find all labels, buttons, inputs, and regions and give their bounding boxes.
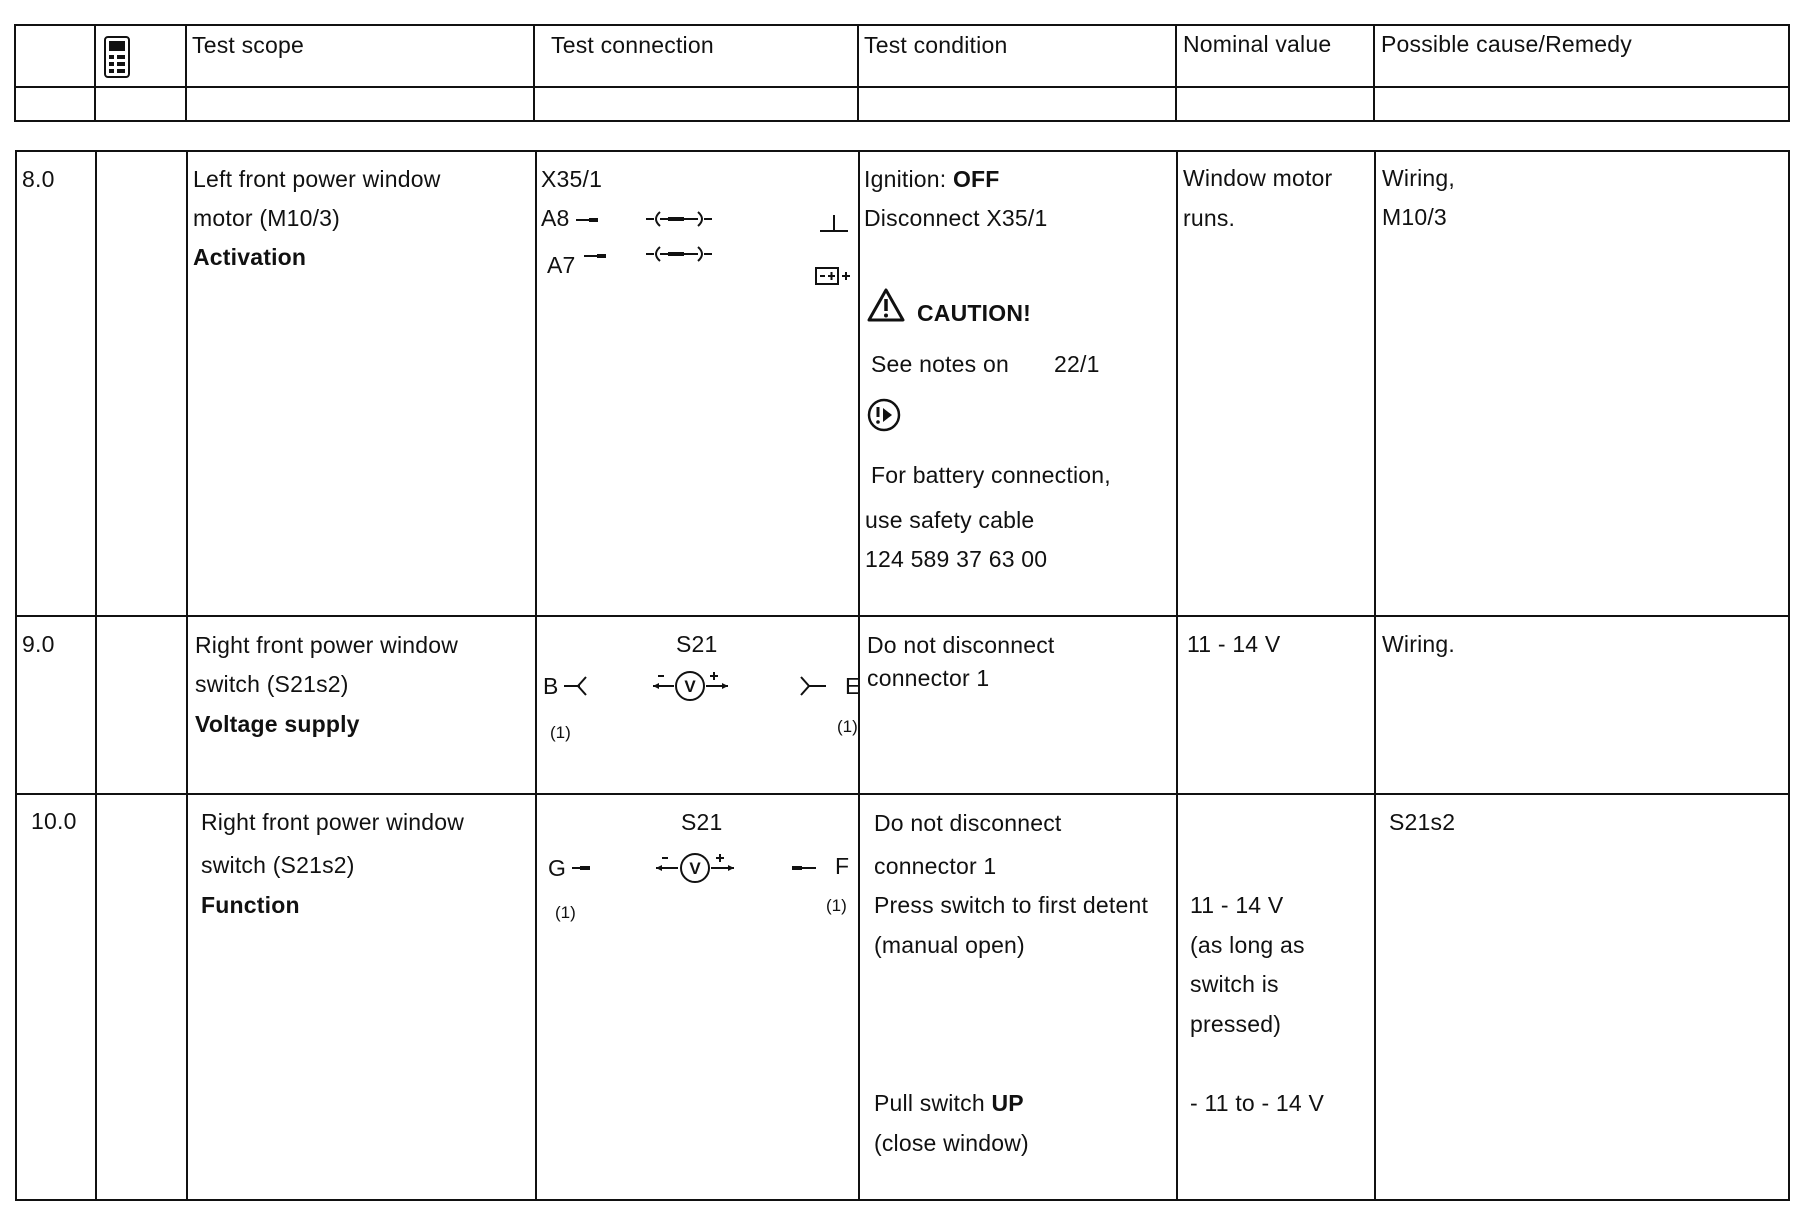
nominal-value: (as long as <box>1190 932 1305 958</box>
col-sep-6 <box>1374 150 1376 1201</box>
pin-label: E <box>845 673 861 699</box>
arrow-circle-icon <box>866 397 902 433</box>
test-scope-text: Right front power window <box>195 632 459 658</box>
pin-subscript: (1) <box>555 903 576 922</box>
condition-text <box>864 166 1000 193</box>
connector-label: S21 <box>681 809 723 835</box>
test-scope-text: Right front power window <box>201 809 465 835</box>
step-number: 9.0 <box>22 631 55 657</box>
condition-text: Disconnect X35/1 <box>864 205 1048 231</box>
condition-text: Do not disconnect <box>874 810 1062 836</box>
test-scope-text: Left front power window <box>193 166 441 192</box>
nominal-value: Window motor <box>1183 165 1333 191</box>
condition-text: connector 1 <box>874 853 997 879</box>
ignition-label: Ignition: <box>864 166 953 192</box>
header-divider <box>14 86 1790 88</box>
nominal-value: 11 - 14 V <box>1187 631 1281 657</box>
connector-label: S21 <box>676 631 718 657</box>
pin-label: A7 <box>547 252 576 278</box>
col-header-test-condition: Test condition <box>864 32 1008 58</box>
test-scope-text: motor (M10/3) <box>193 205 341 231</box>
part-number: 124 589 37 63 00 <box>865 546 1048 572</box>
remedy-text: S21s2 <box>1389 809 1456 835</box>
col-header-remedy: Possible cause/Remedy <box>1381 31 1632 57</box>
test-scope-title: Activation <box>193 244 307 270</box>
voltmeter-symbol: V <box>689 859 701 878</box>
col-header-nominal-value: Nominal value <box>1183 31 1332 57</box>
caution-label: CAUTION! <box>917 300 1032 326</box>
battery-note: use safety cable <box>865 507 1035 533</box>
header-col-sep-5 <box>1175 24 1177 122</box>
pull-switch-label: Pull switch <box>874 1090 992 1116</box>
pin-label: G <box>548 855 567 881</box>
test-scope-title: Function <box>201 892 300 918</box>
voltmeter-symbol: V <box>684 677 696 696</box>
ground-symbol <box>816 213 852 235</box>
nominal-value: 11 - 14 V <box>1190 892 1284 918</box>
row-sep-1 <box>15 615 1790 617</box>
header-col-sep-2 <box>185 24 187 122</box>
condition-text: (close window) <box>874 1130 1029 1156</box>
pin-label: F <box>835 853 850 879</box>
warning-triangle-icon <box>866 287 906 323</box>
col-sep-5 <box>1176 150 1178 1201</box>
condition-text: Press switch to first detent <box>874 892 1149 918</box>
header-col-sep-6 <box>1373 24 1375 122</box>
col-header-test-scope: Test scope <box>192 32 304 58</box>
condition-text: (manual open) <box>874 932 1025 958</box>
see-notes-text: See notes on <box>871 351 1009 377</box>
nominal-value: pressed) <box>1190 1011 1282 1037</box>
row-sep-2 <box>15 793 1790 795</box>
col-header-test-connection: Test connection <box>551 32 714 58</box>
col-sep-3 <box>535 150 537 1201</box>
pin-subscript: (1) <box>550 723 571 742</box>
header-col-sep-1 <box>94 24 96 122</box>
header-col-sep-4 <box>857 24 859 122</box>
voltmeter-lead-icon <box>560 668 850 704</box>
remedy-text: M10/3 <box>1382 204 1447 230</box>
connector-label: X35/1 <box>541 166 603 192</box>
condition-text <box>874 1090 1024 1117</box>
condition-text: Do not disconnect <box>867 632 1055 658</box>
test-scope-text: switch (S21s2) <box>195 671 349 697</box>
pull-switch-value: UP <box>991 1090 1024 1116</box>
pin-subscript: (1) <box>826 896 847 915</box>
col-sep-2 <box>186 150 188 1201</box>
pin-label: A8 <box>541 205 570 231</box>
remedy-text: Wiring. <box>1382 631 1455 657</box>
header-col-sep-3 <box>533 24 535 122</box>
condition-text: connector 1 <box>867 665 990 691</box>
nominal-value: - 11 to - 14 V <box>1190 1090 1325 1116</box>
probe-lead-icon <box>570 210 740 270</box>
notes-reference: 22/1 <box>1054 351 1100 377</box>
remedy-text: Wiring, <box>1382 165 1455 191</box>
nominal-value: switch is <box>1190 971 1279 997</box>
step-number: 10.0 <box>31 808 77 834</box>
battery-note: For battery connection, <box>871 462 1111 488</box>
voltmeter-lead-icon <box>564 850 834 886</box>
pin-subscript: (1) <box>837 717 858 736</box>
col-sep-1 <box>95 150 97 1201</box>
pin-label: B <box>543 673 559 699</box>
handheld-tester-icon <box>103 35 131 79</box>
battery-positive-symbol <box>814 264 858 288</box>
step-number: 8.0 <box>22 166 55 192</box>
ignition-value: OFF <box>952 166 1000 192</box>
nominal-value: runs. <box>1183 205 1236 231</box>
test-scope-text: switch (S21s2) <box>201 852 355 878</box>
test-scope-title: Voltage supply <box>195 711 360 737</box>
